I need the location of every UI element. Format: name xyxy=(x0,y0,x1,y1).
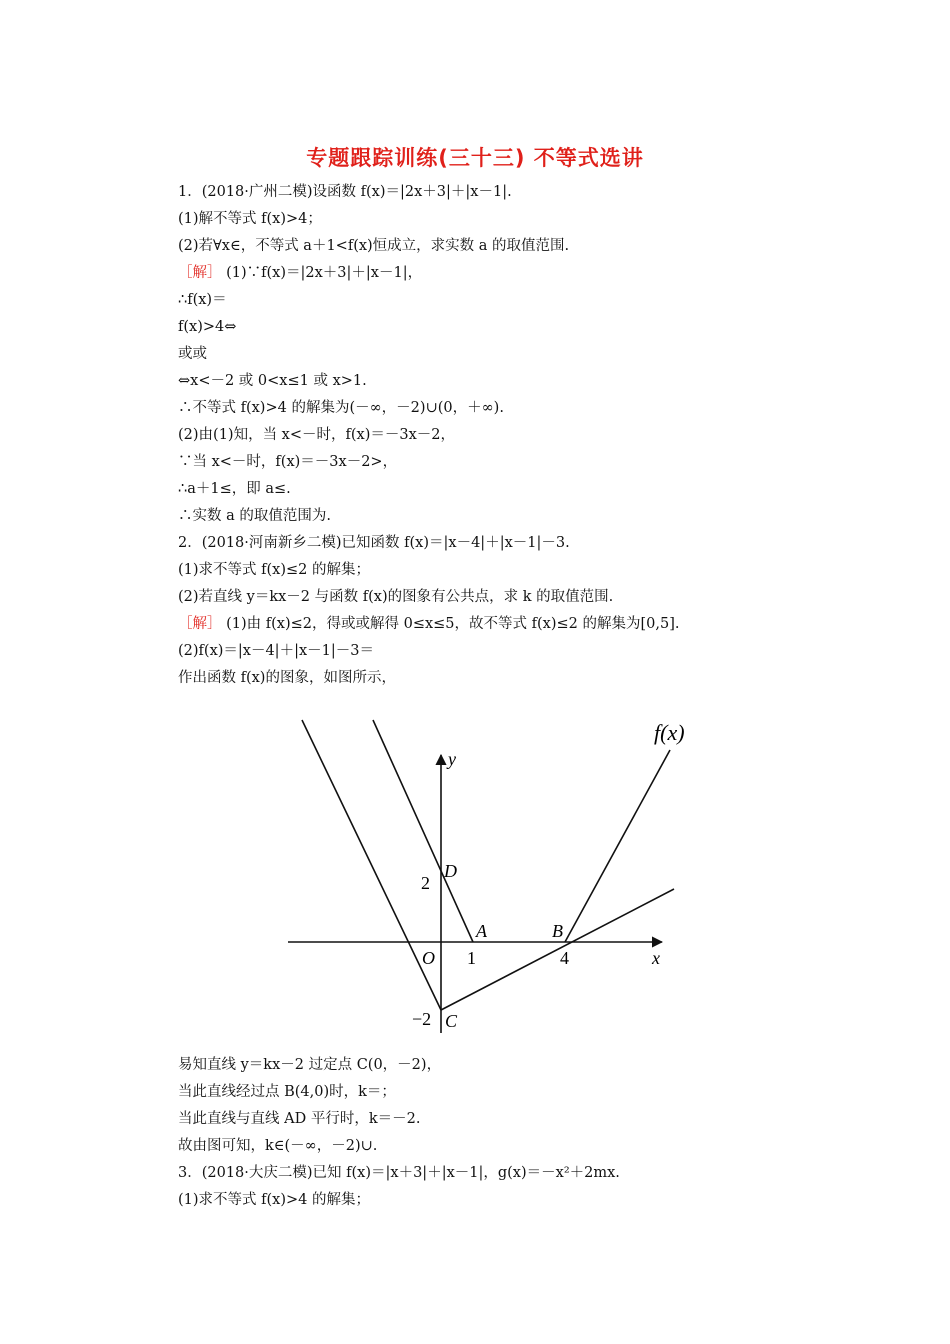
point-c-label: C xyxy=(445,1011,458,1031)
solution-line: ∴f(x)＝ xyxy=(178,292,227,308)
problem-3-statement: 3．(2018·大庆二模)已知 f(x)＝|x＋3|＋|x－1|，g(x)＝－x²＋2mx. xyxy=(178,1165,620,1181)
f-right-branch xyxy=(565,750,670,942)
problem-1-part-2: (2)若∀x∈，不等式 a＋1<f(x)恒成立，求实数 a 的取值范围. xyxy=(178,238,570,254)
problem-1-part-1: (1)解不等式 f(x)>4； xyxy=(178,211,322,227)
solution-line: 易知直线 y＝kx－2 过定点 C(0，－2)， xyxy=(178,1057,442,1073)
solution-line: 当此直线经过点 B(4,0)时，k＝； xyxy=(178,1084,396,1100)
solution-line: 故由图可知，k∈(－∞，－2)∪. xyxy=(178,1138,378,1154)
solution-line: (2)由(1)知，当 x<－时，f(x)＝－3x－2， xyxy=(178,427,455,443)
solution-line: (2)f(x)＝|x－4|＋|x－1|－3＝ xyxy=(178,643,374,659)
solution-text-block-2 xyxy=(178,1052,778,1214)
solution-line: ∴a＋1≤，即 a≤. xyxy=(178,481,291,497)
x-tick-4: 4 xyxy=(560,948,569,968)
function-label: f(x) xyxy=(654,720,685,745)
solution-line: ∵当 x<－时，f(x)＝－3x－2>， xyxy=(178,454,398,470)
point-d-label: D xyxy=(444,861,457,881)
solution-line: 或或 xyxy=(178,346,207,362)
solution-line: f(x)>4⇔ xyxy=(178,319,237,335)
problem-3-part-1: (1)求不等式 f(x)>4 的解集； xyxy=(178,1192,370,1208)
point-a-label: A xyxy=(476,921,487,941)
solution-1-text: (1)∵f(x)＝|2x＋3|＋|x－1|， xyxy=(221,265,423,281)
solution-2-start xyxy=(178,611,778,638)
x-axis-label: x xyxy=(652,948,660,968)
solution-line: 作出函数 f(x)的图象，如图所示， xyxy=(178,670,396,686)
solution-text-block-1 xyxy=(178,179,778,692)
y-axis-label: y xyxy=(448,749,456,769)
problem-2-part-2: (2)若直线 y＝kx－2 与函数 f(x)的图象有公共点，求 k 的取值范围. xyxy=(178,589,614,605)
solution-line: ∴实数 a 的取值范围为. xyxy=(178,508,331,524)
point-b-label: B xyxy=(552,921,563,941)
y-tick-neg2: −2 xyxy=(412,1009,432,1029)
left-line xyxy=(302,720,441,1010)
solution-line: ∴不等式 f(x)>4 的解集为(－∞，－2)∪(0，＋∞). xyxy=(178,400,504,416)
solution-line: ⇔x<－2 或 0<x≤1 或 x>1. xyxy=(178,373,367,389)
solution-1-start xyxy=(178,260,778,287)
solution-line: 当此直线与直线 AD 平行时，k＝－2. xyxy=(178,1111,421,1127)
problem-2-part-1: (1)求不等式 f(x)≤2 的解集； xyxy=(178,562,370,578)
problem-2-statement: 2．(2018·河南新乡二模)已知函数 f(x)＝|x－4|＋|x－1|－3. xyxy=(178,535,570,551)
problem-1-statement: 1．(2018·广州二模)设函数 f(x)＝|2x＋3|＋|x－1|. xyxy=(178,184,512,200)
solution-tag: ［解］ xyxy=(178,616,222,632)
function-graph xyxy=(270,715,700,1045)
y-tick-2: 2 xyxy=(421,873,430,893)
origin-label: O xyxy=(422,948,435,968)
x-tick-1: 1 xyxy=(467,948,476,968)
solution-2-text: (1)由 f(x)≤2，得或或解得 0≤x≤5，故不等式 f(x)≤2 的解集为[0,5]. xyxy=(221,616,680,632)
line-ad xyxy=(373,720,473,942)
page-title: 专题跟踪训练(三十三) 不等式选讲 xyxy=(306,146,644,170)
solution-tag: ［解］ xyxy=(178,265,222,281)
